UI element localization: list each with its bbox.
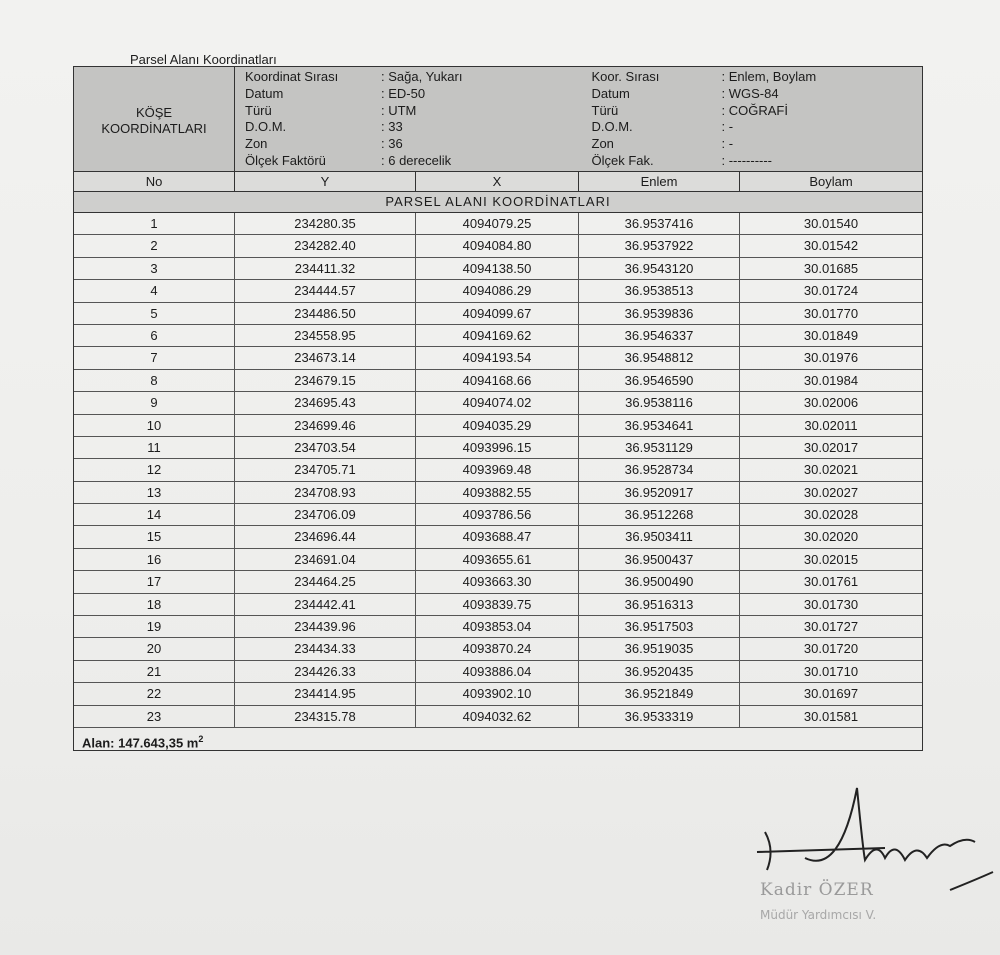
cell-enlem: 36.9533319 (579, 706, 740, 727)
cell-enlem: 36.9500490 (579, 571, 740, 592)
table-row (74, 303, 922, 325)
cell-x: 4093902.10 (416, 683, 579, 704)
cell-boylam: 30.01697 (803, 686, 859, 702)
cell-x: 4093996.15 (416, 437, 579, 458)
right-meta-row (592, 153, 923, 170)
left-meta-row (245, 86, 576, 103)
cell-no: 17 (74, 571, 235, 592)
right-meta-value: : - (721, 119, 734, 135)
right-meta-row (592, 136, 923, 153)
table-row (74, 526, 922, 548)
cell-no: 9 (74, 392, 235, 413)
cell-boylam: 30.01720 (803, 641, 859, 657)
left-meta-key: Koordinat Sırası (245, 69, 339, 84)
column-header-boylam: Boylam (809, 174, 853, 189)
cell-y: 234705.71 (235, 459, 416, 480)
table-meta-header (74, 67, 922, 172)
table-row (74, 392, 922, 414)
cell-enlem: 36.9538513 (579, 280, 740, 301)
left-meta-value: : 6 derecelik (381, 152, 452, 168)
cell-x: 4093688.47 (416, 526, 579, 547)
cell-boylam: 30.01685 (803, 260, 859, 276)
right-meta-value: : COĞRAFİ (721, 102, 788, 118)
cell-y: 234696.44 (235, 526, 416, 547)
column-header-y: Y (235, 172, 416, 191)
cell-y: 234442.41 (235, 594, 416, 615)
cell-boylam: 30.01730 (803, 596, 859, 612)
table-row (74, 459, 922, 481)
cell-y: 234444.57 (235, 280, 416, 301)
cell-boylam: 30.01976 (803, 350, 859, 366)
cell-no: 22 (74, 683, 235, 704)
left-meta-value: : ED-50 (381, 85, 426, 101)
right-meta-value: : ---------- (721, 152, 773, 168)
table-row (74, 325, 922, 347)
cell-x: 4093969.48 (416, 459, 579, 480)
area-label: Alan: 147.643,35 m (82, 735, 199, 751)
cell-x: 4093839.75 (416, 594, 579, 615)
right-meta-key: Türü (591, 102, 619, 118)
cell-boylam: 30.02015 (803, 551, 859, 567)
column-header-enlem: Enlem (579, 172, 740, 191)
right-meta-row (592, 103, 923, 120)
cell-y: 234708.93 (235, 482, 416, 503)
right-meta-key: D.O.M. (591, 119, 633, 135)
cell-no: 14 (74, 504, 235, 525)
cell-enlem: 36.9503411 (579, 526, 740, 547)
cell-x: 4094079.25 (416, 213, 579, 234)
cell-enlem: 36.9512268 (579, 504, 740, 525)
cell-y: 234315.78 (235, 706, 416, 727)
cell-boylam: 30.01540 (803, 216, 859, 231)
cell-no: 16 (74, 549, 235, 570)
cell-boylam: 30.01724 (803, 283, 859, 299)
cell-enlem: 36.9517503 (579, 616, 740, 637)
cell-boylam: 30.01581 (803, 708, 859, 724)
cell-x: 4093663.30 (416, 571, 579, 592)
cell-boylam: 30.01710 (803, 663, 859, 679)
table-row (74, 683, 922, 705)
cell-no: 8 (74, 370, 235, 391)
cell-boylam: 30.02027 (803, 484, 859, 500)
cell-boylam: 30.01761 (803, 574, 859, 590)
cell-y: 234673.14 (235, 347, 416, 368)
cell-x: 4094168.66 (416, 370, 579, 391)
cell-x: 4094035.29 (416, 415, 579, 436)
cell-y: 234486.50 (235, 303, 416, 324)
cell-boylam: 30.01849 (803, 327, 859, 343)
signature-scribble (745, 780, 995, 950)
cell-no: 19 (74, 616, 235, 637)
signatory-title: Müdür Yardımcısı V. (760, 908, 877, 922)
cell-enlem: 36.9548812 (579, 347, 740, 368)
cell-x: 4093886.04 (416, 661, 579, 682)
cell-boylam: 30.01727 (803, 619, 859, 635)
cell-x: 4094086.29 (416, 280, 579, 301)
cell-no: 7 (74, 347, 235, 368)
cell-enlem: 36.9528734 (579, 459, 740, 480)
cell-boylam: 30.01542 (803, 238, 859, 254)
table-row (74, 706, 922, 728)
document-title: Parsel Alanı Koordinatları (130, 52, 277, 67)
table-row (74, 415, 922, 437)
cell-enlem: 36.9546590 (579, 370, 740, 391)
cell-x: 4094084.80 (416, 235, 579, 256)
cell-no: 1 (74, 213, 235, 234)
cell-x: 4093870.24 (416, 638, 579, 659)
cell-enlem: 36.9539836 (579, 303, 740, 324)
cell-no: 3 (74, 258, 235, 279)
cell-no: 13 (74, 482, 235, 503)
left-meta-value: : 36 (381, 136, 403, 152)
right-meta-key: Zon (591, 136, 614, 152)
table-row (74, 213, 922, 235)
cell-enlem: 36.9520917 (579, 482, 740, 503)
corner-label-line1: KÖŞE (135, 105, 173, 120)
right-meta-block (576, 67, 923, 171)
table-body (74, 213, 922, 728)
left-meta-value: : 33 (381, 119, 403, 135)
cell-no: 4 (74, 280, 235, 301)
cell-no: 21 (74, 661, 235, 682)
left-meta-row (245, 69, 576, 86)
column-header-row (74, 172, 922, 192)
cell-x: 4094138.50 (416, 258, 579, 279)
cell-boylam: 30.02021 (803, 462, 859, 478)
cell-enlem: 36.9519035 (579, 638, 740, 659)
cell-no: 2 (74, 235, 235, 256)
cell-y: 234558.95 (235, 325, 416, 346)
corner-label-line2: KOORDİNATLARI (101, 121, 207, 136)
cell-enlem: 36.9531129 (579, 437, 740, 458)
cell-x: 4093655.61 (416, 549, 579, 570)
cell-enlem: 36.9521849 (579, 683, 740, 704)
cell-boylam: 30.02028 (803, 507, 859, 523)
cell-no: 18 (74, 594, 235, 615)
cell-enlem: 36.9543120 (579, 258, 740, 279)
cell-no: 5 (74, 303, 235, 324)
right-meta-key: Datum (591, 85, 630, 101)
left-meta-key: Ölçek Faktörü (245, 152, 326, 168)
table-row (74, 616, 922, 638)
cell-enlem: 36.9546337 (579, 325, 740, 346)
cell-y: 234282.40 (235, 235, 416, 256)
cell-boylam: 30.02011 (804, 417, 858, 433)
right-meta-row (592, 69, 923, 86)
cell-y: 234280.35 (235, 213, 416, 234)
cell-y: 234411.32 (235, 258, 416, 279)
table-row (74, 661, 922, 683)
left-meta-value: : Sağa, Yukarı (381, 69, 463, 84)
left-meta-block (235, 67, 576, 171)
table-row (74, 280, 922, 302)
cell-enlem: 36.9537416 (579, 213, 740, 234)
table-row (74, 482, 922, 504)
left-meta-row (245, 119, 576, 136)
cell-y: 234414.95 (235, 683, 416, 704)
cell-x: 4094193.54 (416, 347, 579, 368)
cell-enlem: 36.9537922 (579, 235, 740, 256)
left-meta-row (245, 136, 576, 153)
cell-y: 234699.46 (235, 415, 416, 436)
cell-boylam: 30.01984 (803, 372, 859, 388)
left-meta-key: Datum (245, 85, 284, 101)
cell-enlem: 36.9516313 (579, 594, 740, 615)
left-meta-key: Türü (245, 102, 272, 118)
left-meta-row (245, 103, 576, 120)
cell-no: 6 (74, 325, 235, 346)
table-row (74, 638, 922, 660)
area-total (74, 728, 922, 750)
cell-y: 234703.54 (235, 437, 416, 458)
right-meta-value: : WGS-84 (721, 85, 779, 101)
left-meta-key: D.O.M. (245, 119, 287, 135)
cell-x: 4094074.02 (416, 392, 579, 413)
table-row (74, 504, 922, 526)
right-meta-key: Koor. Sırası (591, 69, 660, 84)
left-meta-value: : UTM (381, 102, 417, 118)
cell-no: 11 (74, 437, 235, 458)
cell-y: 234464.25 (235, 571, 416, 592)
cell-enlem: 36.9520435 (579, 661, 740, 682)
cell-x: 4093786.56 (416, 504, 579, 525)
cell-boylam: 30.02006 (803, 395, 859, 411)
right-meta-row (592, 119, 923, 136)
cell-y: 234706.09 (235, 504, 416, 525)
cell-x: 4093853.04 (416, 616, 579, 637)
signatory-name: Kadir ÖZER (760, 880, 874, 900)
cell-boylam: 30.01770 (803, 305, 859, 321)
left-meta-key: Zon (245, 136, 268, 152)
cell-y: 234691.04 (235, 549, 416, 570)
cell-no: 15 (74, 526, 235, 547)
cell-enlem: 36.9538116 (579, 392, 740, 413)
cell-y: 234695.43 (235, 392, 416, 413)
right-meta-value: : Enlem, Boylam (721, 69, 817, 84)
table-row (74, 347, 922, 369)
area-unit-exponent: 2 (198, 733, 204, 744)
cell-enlem: 36.9534641 (579, 415, 740, 436)
cell-boylam: 30.02020 (803, 529, 859, 545)
corner-label (74, 67, 235, 171)
column-header-x: X (416, 172, 579, 191)
table-row (74, 370, 922, 392)
cell-y: 234434.33 (235, 638, 416, 659)
right-meta-row (592, 86, 923, 103)
cell-x: 4094032.62 (416, 706, 579, 727)
cell-y: 234679.15 (235, 370, 416, 391)
cell-no: 10 (74, 415, 235, 436)
right-meta-value: : - (721, 136, 734, 152)
cell-enlem: 36.9500437 (579, 549, 740, 570)
table-row (74, 258, 922, 280)
cell-no: 12 (74, 459, 235, 480)
left-meta-row (245, 153, 576, 170)
table-row (74, 235, 922, 257)
table-row (74, 594, 922, 616)
cell-boylam: 30.02017 (803, 439, 859, 455)
cell-no: 20 (74, 638, 235, 659)
column-header-no: No (74, 172, 235, 191)
cell-x: 4093882.55 (416, 482, 579, 503)
cell-y: 234426.33 (235, 661, 416, 682)
cell-y: 234439.96 (235, 616, 416, 637)
coordinate-table (73, 66, 923, 751)
right-meta-key: Ölçek Fak. (591, 152, 654, 168)
table-row (74, 437, 922, 459)
cell-x: 4094099.67 (416, 303, 579, 324)
cell-x: 4094169.62 (416, 325, 579, 346)
table-row (74, 571, 922, 593)
table-row (74, 549, 922, 571)
section-title: PARSEL ALANI KOORDİNATLARI (74, 192, 922, 213)
cell-no: 23 (74, 706, 235, 727)
